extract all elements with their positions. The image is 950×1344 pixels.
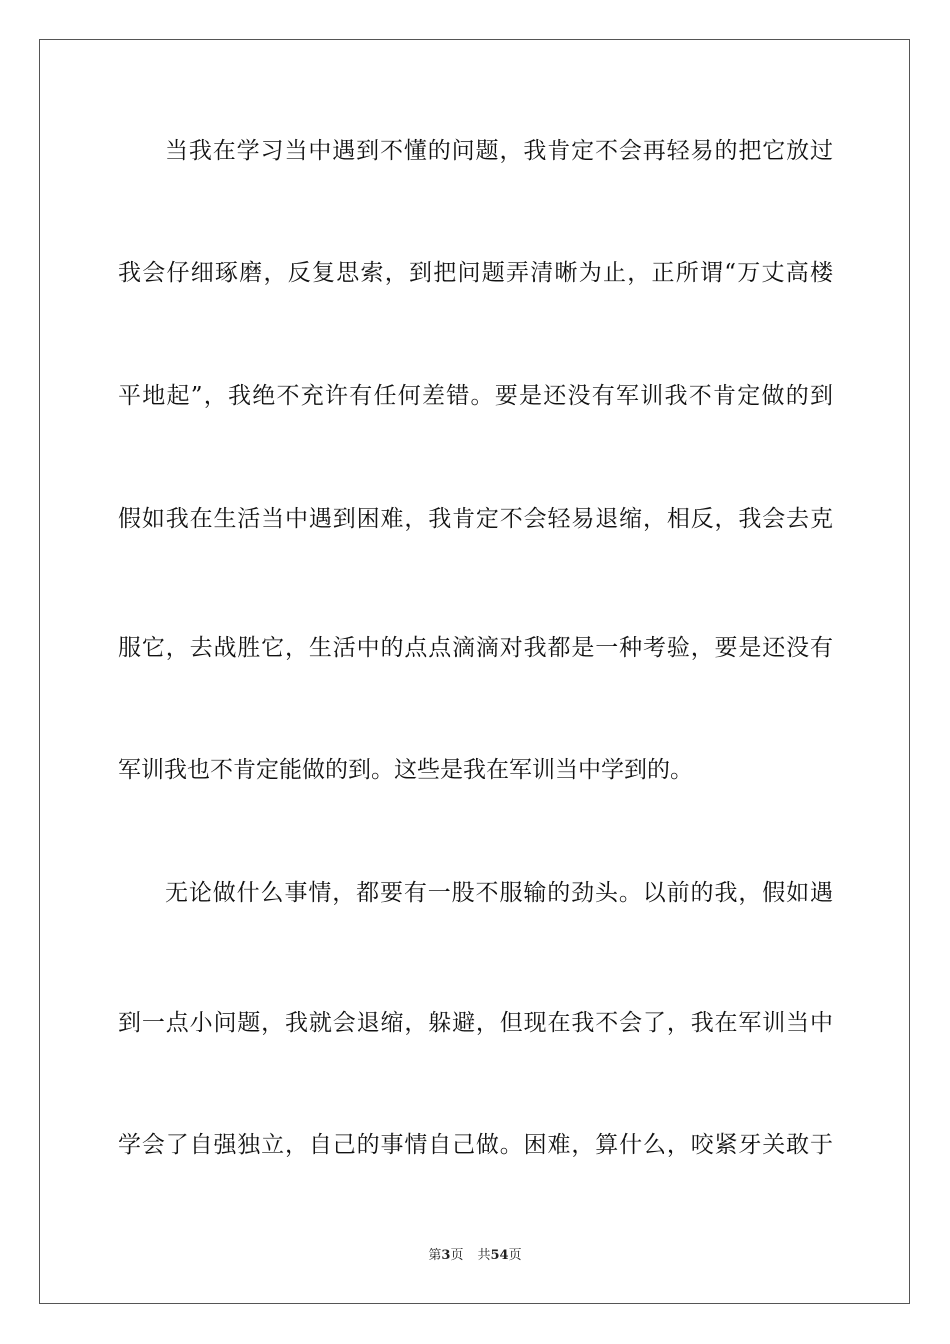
paragraph-line-2: 我会仔细琢磨，反复思索，到把问题弄清晰为止，正所谓“万丈高楼 bbox=[118, 260, 833, 286]
paragraph-line-9: 学会了自强独立，自己的事情自己做。困难，算什么，咬紧牙关敢于 bbox=[118, 1132, 833, 1158]
page-suffix: 页 bbox=[450, 1248, 464, 1263]
total-pages: 54 bbox=[490, 1248, 509, 1263]
paragraph-line-3: 平地起”，我绝不充许有任何差错。要是还没有军训我不肯定做的到 bbox=[118, 383, 833, 409]
page-number: 3 bbox=[441, 1248, 451, 1263]
page-footer bbox=[0, 1247, 950, 1265]
total-suffix: 页 bbox=[508, 1248, 522, 1263]
paragraph-line-5: 服它，去战胜它，生活中的点点滴滴对我都是一种考验，要是还没有 bbox=[118, 635, 833, 661]
paragraph-line-1: 当我在学习当中遇到不懂的问题，我肯定不会再轻易的把它放过 bbox=[165, 138, 833, 164]
page-prefix: 第 bbox=[428, 1248, 442, 1263]
total-prefix: 共 bbox=[477, 1248, 491, 1263]
paragraph-line-7: 无论做什么事情，都要有一股不服输的劲头。以前的我，假如遇 bbox=[165, 880, 833, 906]
paragraph-line-6: 军训我也不肯定能做的到。这些是我在军训当中学到的。 bbox=[118, 757, 693, 783]
paragraph-line-4: 假如我在生活当中遇到困难，我肯定不会轻易退缩，相反，我会去克 bbox=[118, 506, 833, 532]
page-border bbox=[39, 39, 910, 1304]
paragraph-line-8: 到一点小问题，我就会退缩，躲避，但现在我不会了，我在军训当中 bbox=[118, 1010, 833, 1036]
